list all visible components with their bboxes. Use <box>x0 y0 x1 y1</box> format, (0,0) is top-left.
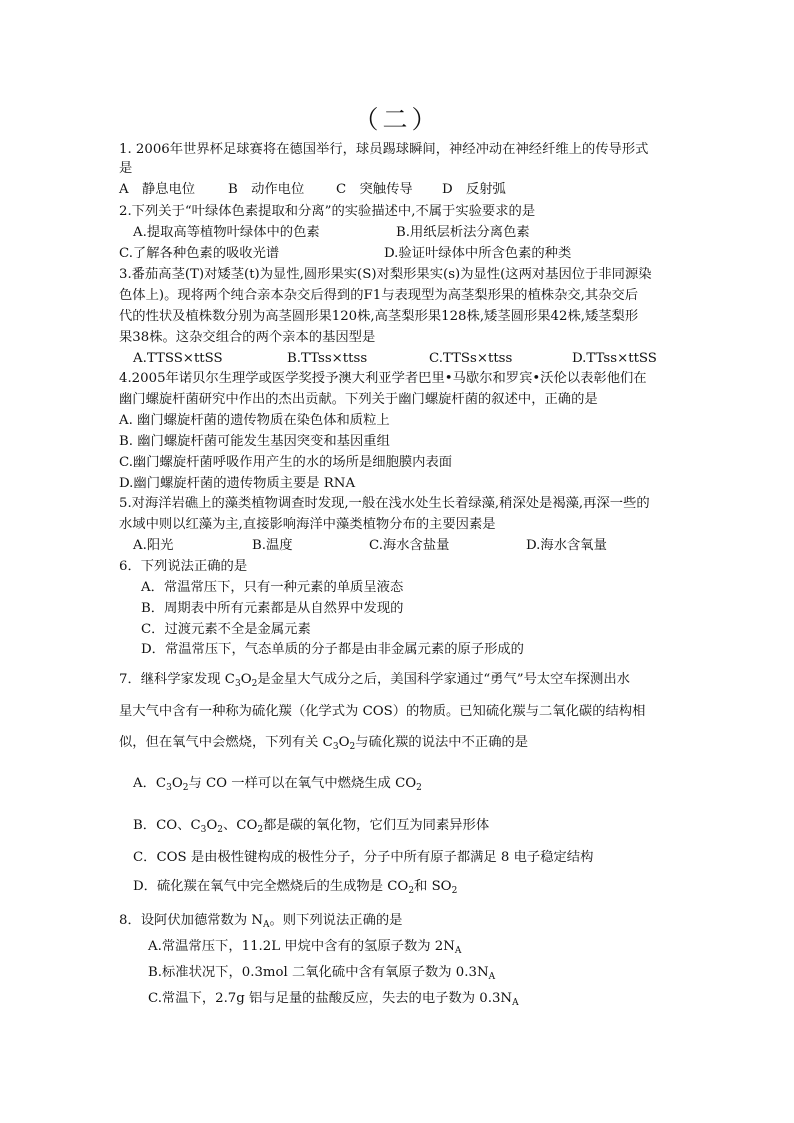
q3-option-a: A.TTSS×ttSS <box>133 351 223 366</box>
q8-stem: 8．设阿伏加德常数为 $N_A$。则下列说法正确的是 <box>119 913 403 930</box>
q7-line2: 星大气中含有一种称为硫化羰（化学式为 COS）的物质。已知硫化羰与二氧化碳的结构相 <box>119 704 646 719</box>
q5-option-c: C.海水含盐量 <box>369 538 450 553</box>
q6-option-c: C．过渡元素不全是金属元素 <box>141 622 311 637</box>
q8-option-a: A.常温常压下，11.2L 甲烷中含有的氢原子数为 $2N_A$ <box>148 939 462 956</box>
q1-option-a: A 静息电位 <box>119 182 196 197</box>
q4-option-c: C.幽门螺旋杆菌呼吸作用产生的水的场所是细胞膜内表面 <box>119 455 453 470</box>
q4-line2: 幽门螺旋杆菌研究中作出的杰出贡献。下列关于幽门螺旋杆菌的叙述中，正确的是 <box>119 392 598 407</box>
q7-line1: 7．继科学家发现 $C_3O_2$是金星大气成分之后，美国科学家通过“勇气”号太空车探测出水 <box>119 672 630 689</box>
q2-option-b: B.用纸层析法分离色素 <box>396 225 530 240</box>
q4-option-d: D.幽门螺旋杆菌的遗传物质主要是 RNA <box>119 476 356 491</box>
q1-stem-line1: 1. 2006年世界杯足球赛将在德国举行，球员踢球瞬间，神经冲动在神经纤维上的传导形式 <box>119 142 649 157</box>
q2-stem: 2.下列关于“叶绿体色素提取和分离”的实验描述中,不属于实验要求的是 <box>119 204 536 219</box>
q3-option-b: B.TTss×ttss <box>287 351 368 366</box>
q2-options-cd <box>119 245 639 262</box>
q4-option-a: A. 幽门螺旋杆菌的遗传物质在染色体和质粒上 <box>119 413 390 428</box>
q3-line3: 代的性状及植株数分别为高茎圆形果120株,高茎梨形果128株,矮茎圆形果42株,矮茎梨形 <box>119 309 639 324</box>
q5-option-a: A.阳光 <box>133 538 174 553</box>
q6-option-b: B．周期表中所有元素都是从自然界中发现的 <box>141 601 404 616</box>
q5-option-d: D.海水含氧量 <box>526 538 607 553</box>
q2-options-ab <box>133 224 633 241</box>
q5-options <box>133 537 633 554</box>
q1-option-b: B 动作电位 <box>228 182 305 197</box>
q4-line1: 4.2005年诺贝尔生理学或医学奖授予澳大利亚学者巴里•马歇尔和罗宾•沃伦以表彰他们在 <box>119 371 647 386</box>
q1-option-c: C 突触传导 <box>336 182 413 197</box>
q2-option-d: D.验证叶绿体中所含色素的种类 <box>384 246 572 261</box>
page-title: （二） <box>353 105 441 134</box>
q3-line4: 果38株。这杂交组合的两个亲本的基因型是 <box>119 330 376 345</box>
q4-option-b: B. 幽门螺旋杆菌可能发生基因突变和基因重组 <box>119 434 390 449</box>
q8-option-c: C.常温下，2.7g 铝与足量的盐酸反应，失去的电子数为 $0.3N_A$ <box>148 991 519 1008</box>
q7-option-c: C．COS 是由极性键构成的极性分子，分子中所有原子都满足 8 电子稳定结构 <box>133 850 594 865</box>
q5-line2: 水域中则以红藻为主,直接影响海洋中藻类植物分布的主要因素是 <box>119 517 496 532</box>
q1-option-d: D 反射弧 <box>442 182 506 197</box>
q7-option-b: B．CO、$C_3O_2$、$CO_2$都是碳的氧化物，它们互为同素异形体 <box>133 818 490 835</box>
q2-option-c: C.了解各种色素的吸收光谱 <box>119 246 280 261</box>
q8-option-b: B.标准状况下，0.3mol 二氧化硫中含有氧原子数为 $0.3N_A$ <box>148 965 496 982</box>
q3-line1: 3.番茄高茎(T)对矮茎(t)为显性,圆形果实(S)对梨形果实(s)为显性(这两对基因位于非同源染 <box>119 267 652 282</box>
q2-option-a: A.提取高等植物叶绿体中的色素 <box>133 225 320 240</box>
q6-stem: 6．下列说法正确的是 <box>119 559 248 574</box>
q1-stem-line2: 是 <box>119 161 133 176</box>
q3-option-c: C.TTSs×ttss <box>429 351 513 366</box>
q1-options <box>119 181 619 198</box>
q7-option-d: D．硫化羰在氧气中完全燃烧后的生成物是 $CO_2$和 $SO_2$ <box>133 879 458 896</box>
q6-option-d: D．常温常压下，气态单质的分子都是由非金属元素的原子形成的 <box>141 642 524 657</box>
q3-line2: 色体上)。现将两个纯合亲本杂交后得到的F1与表现型为高茎梨形果的植株杂交,其杂交后 <box>119 288 639 303</box>
q5-option-b: B.温度 <box>252 538 293 553</box>
q7-line3: 似，但在氧气中会燃烧，下列有关 $C_3O_2$与硫化羰的说法中不正确的是 <box>119 735 529 752</box>
q6-option-a: A．常温常压下，只有一种元素的单质呈液态 <box>141 580 404 595</box>
q3-option-d: D.TTss×ttSS <box>572 351 657 366</box>
q7-option-a: A．$C_3O_2$与 CO 一样可以在氧气中燃烧生成 $CO_2$ <box>133 776 422 793</box>
q3-options <box>133 350 673 367</box>
q5-line1: 5.对海洋岩礁上的藻类植物调查时发现,一般在浅水处生长着绿藻,稍深处是褐藻,再深一些的 <box>119 496 650 511</box>
